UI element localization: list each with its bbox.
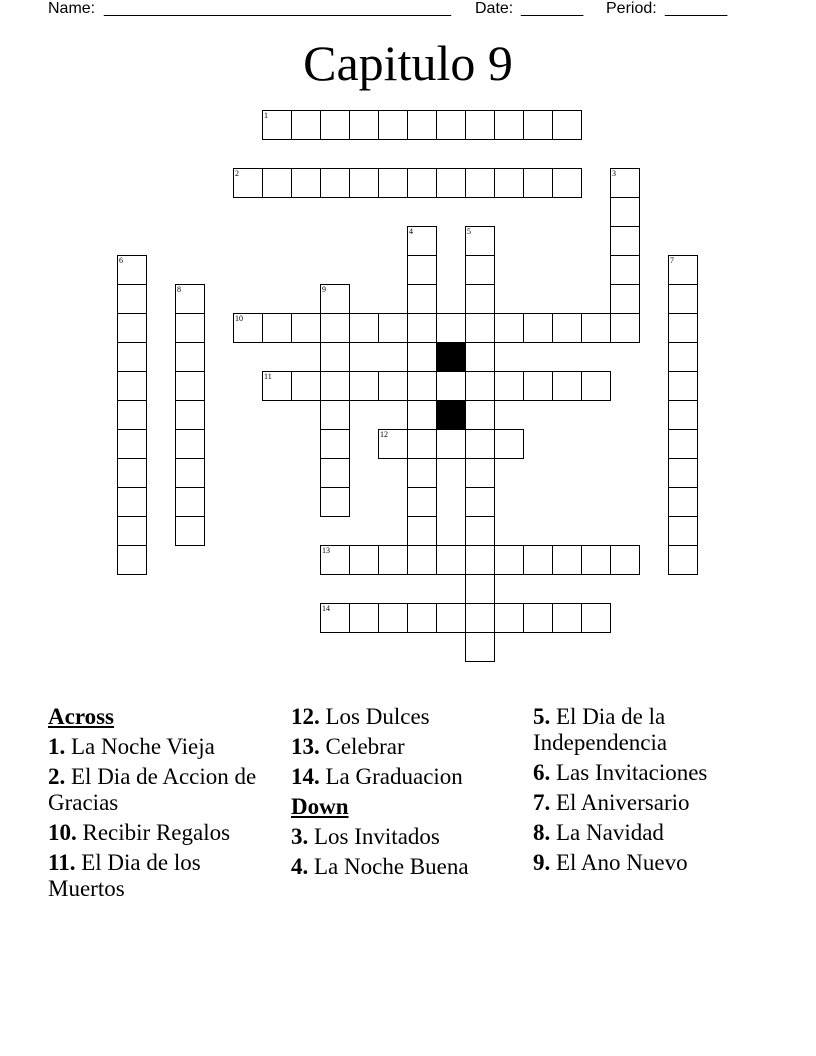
- clue-text: El Dia de la Independencia: [533, 704, 668, 755]
- grid-cell[interactable]: [117, 429, 147, 459]
- grid-cell[interactable]: [465, 545, 495, 575]
- grid-cell[interactable]: [233, 168, 263, 198]
- grid-cell[interactable]: [494, 429, 524, 459]
- grid-cell[interactable]: [610, 313, 640, 343]
- grid-cell[interactable]: [262, 168, 292, 198]
- grid-cell[interactable]: [320, 110, 350, 140]
- grid-cell[interactable]: [349, 371, 379, 401]
- grid-cell[interactable]: [291, 168, 321, 198]
- clue-down-5: [533, 704, 763, 756]
- grid-cell[interactable]: [175, 516, 205, 546]
- clue-text: Recibir Regalos: [82, 820, 231, 845]
- clue-text: La Noche Vieja: [71, 734, 215, 759]
- grid-cell[interactable]: [320, 284, 350, 314]
- grid-cell[interactable]: [552, 313, 582, 343]
- clue-down-6: [533, 760, 763, 786]
- grid-cell[interactable]: [581, 545, 611, 575]
- grid-cell[interactable]: [436, 313, 466, 343]
- grid-cell[interactable]: [581, 313, 611, 343]
- grid-cell[interactable]: [436, 110, 466, 140]
- clue-number: 13.: [291, 734, 320, 759]
- grid-cell[interactable]: [668, 313, 698, 343]
- grid-cell[interactable]: [378, 313, 408, 343]
- grid-cell[interactable]: [465, 313, 495, 343]
- grid-cell[interactable]: [668, 342, 698, 372]
- grid-cell[interactable]: [523, 545, 553, 575]
- cell-number: 13: [322, 546, 330, 555]
- grid-cell[interactable]: [407, 313, 437, 343]
- grid-cell[interactable]: [465, 284, 495, 314]
- grid-cell[interactable]: [610, 255, 640, 285]
- grid-cell[interactable]: [407, 603, 437, 633]
- name-label: Name:: [48, 0, 96, 17]
- period-label: Period:: [606, 0, 657, 17]
- grid-cell[interactable]: [668, 487, 698, 517]
- grid-cell[interactable]: [320, 342, 350, 372]
- grid-cell[interactable]: [117, 284, 147, 314]
- clue-text: El Dia de los Muertos: [48, 850, 201, 901]
- grid-cell[interactable]: [378, 429, 408, 459]
- grid-cell[interactable]: [610, 197, 640, 227]
- clue-text: Las Invitaciones: [556, 760, 708, 785]
- grid-cell[interactable]: [610, 168, 640, 198]
- grid-cell[interactable]: [494, 371, 524, 401]
- grid-cell[interactable]: [320, 313, 350, 343]
- grid-cell[interactable]: [262, 371, 292, 401]
- grid-cell[interactable]: [610, 545, 640, 575]
- clue-text: Celebrar: [325, 734, 405, 759]
- clue-number: 12.: [291, 704, 320, 729]
- grid-cell[interactable]: [552, 603, 582, 633]
- grid-cell[interactable]: [407, 371, 437, 401]
- grid-cell[interactable]: [262, 110, 292, 140]
- grid-cell[interactable]: [494, 313, 524, 343]
- grid-cell[interactable]: [262, 313, 292, 343]
- grid-cell[interactable]: [668, 284, 698, 314]
- grid-cell[interactable]: [523, 371, 553, 401]
- grid-cell[interactable]: [465, 429, 495, 459]
- clue-number: 9.: [533, 850, 551, 875]
- clue-across-2: [48, 764, 263, 816]
- clue-number: 14.: [291, 764, 320, 789]
- clue-text: El Dia de Accion de Gracias: [48, 764, 257, 815]
- grid-cell[interactable]: [349, 603, 379, 633]
- grid-cell[interactable]: [436, 545, 466, 575]
- grid-cell[interactable]: [407, 458, 437, 488]
- clue-text: Los Invitados: [314, 824, 440, 849]
- grid-cell[interactable]: [465, 168, 495, 198]
- grid-cell[interactable]: [320, 487, 350, 517]
- grid-cell[interactable]: [494, 545, 524, 575]
- clue-number: 10.: [48, 820, 77, 845]
- cell-number: 5: [467, 227, 471, 236]
- date-blank[interactable]: _______: [521, 0, 584, 17]
- grid-cell[interactable]: [523, 168, 553, 198]
- black-square: [436, 342, 466, 372]
- cell-number: 1: [264, 111, 268, 120]
- cell-number: 12: [380, 430, 388, 439]
- grid-cell[interactable]: [175, 487, 205, 517]
- clue-text: La Noche Buena: [314, 854, 469, 879]
- grid-cell[interactable]: [668, 429, 698, 459]
- grid-cell[interactable]: [407, 226, 437, 256]
- grid-cell[interactable]: [552, 545, 582, 575]
- grid-cell[interactable]: [465, 226, 495, 256]
- grid-cell[interactable]: [610, 284, 640, 314]
- grid-cell[interactable]: [175, 342, 205, 372]
- clue-across-14: [291, 764, 511, 790]
- clue-down-9: [533, 850, 763, 876]
- cell-number: 7: [670, 256, 674, 265]
- grid-cell[interactable]: [378, 545, 408, 575]
- grid-cell[interactable]: [465, 400, 495, 430]
- grid-cell[interactable]: [494, 168, 524, 198]
- clues-column-2: [291, 704, 511, 884]
- grid-cell[interactable]: [175, 284, 205, 314]
- grid-cell[interactable]: [175, 371, 205, 401]
- grid-cell[interactable]: [668, 545, 698, 575]
- down-heading: Down: [291, 794, 349, 819]
- date-label: Date:: [475, 0, 514, 17]
- grid-cell[interactable]: [175, 313, 205, 343]
- grid-cell[interactable]: [407, 168, 437, 198]
- grid-cell[interactable]: [117, 545, 147, 575]
- clue-text: Los Dulces: [325, 704, 430, 729]
- grid-cell[interactable]: [494, 603, 524, 633]
- cell-number: 8: [177, 285, 181, 294]
- clue-number: 6.: [533, 760, 551, 785]
- clue-down-3: [291, 824, 511, 850]
- grid-cell[interactable]: [465, 110, 495, 140]
- grid-cell[interactable]: [117, 400, 147, 430]
- cell-number: 9: [322, 285, 326, 294]
- cell-number: 14: [322, 604, 330, 613]
- clue-text: El Aniversario: [556, 790, 690, 815]
- grid-cell[interactable]: [465, 458, 495, 488]
- page-title: Capitulo 9: [303, 35, 513, 91]
- clue-text: La Graduacion: [325, 764, 463, 789]
- grid-cell[interactable]: [291, 371, 321, 401]
- grid-cell[interactable]: [117, 487, 147, 517]
- grid-cell[interactable]: [407, 429, 437, 459]
- clue-across-10: [48, 820, 263, 846]
- grid-cell[interactable]: [407, 342, 437, 372]
- clue-number: 4.: [291, 854, 309, 879]
- grid-cell[interactable]: [117, 313, 147, 343]
- clue-down-7: [533, 790, 763, 816]
- grid-cell[interactable]: [465, 632, 495, 662]
- clue-number: 8.: [533, 820, 551, 845]
- clue-number: 2.: [48, 764, 66, 789]
- grid-cell[interactable]: [465, 574, 495, 604]
- clue-number: 1.: [48, 734, 66, 759]
- grid-cell[interactable]: [378, 371, 408, 401]
- clue-across-13: [291, 734, 511, 760]
- clue-down-4: [291, 854, 511, 880]
- grid-cell[interactable]: [320, 603, 350, 633]
- clue-number: 5.: [533, 704, 551, 729]
- grid-cell[interactable]: [117, 255, 147, 285]
- grid-cell[interactable]: [465, 371, 495, 401]
- grid-cell[interactable]: [407, 400, 437, 430]
- grid-cell[interactable]: [349, 168, 379, 198]
- cell-number: 2: [235, 169, 239, 178]
- clue-across-1: [48, 734, 263, 760]
- clues-column-1: [48, 704, 263, 906]
- clue-across-11: [48, 850, 263, 902]
- grid-cell[interactable]: [581, 603, 611, 633]
- grid-cell[interactable]: [320, 168, 350, 198]
- grid-cell[interactable]: [465, 516, 495, 546]
- grid-cell[interactable]: [407, 516, 437, 546]
- grid-cell[interactable]: [320, 371, 350, 401]
- grid-cell[interactable]: [378, 168, 408, 198]
- grid-cell[interactable]: [349, 110, 379, 140]
- grid-cell[interactable]: [320, 429, 350, 459]
- grid-cell[interactable]: [436, 371, 466, 401]
- grid-cell[interactable]: [117, 342, 147, 372]
- grid-cell[interactable]: [436, 603, 466, 633]
- cell-number: 11: [264, 372, 272, 381]
- grid-cell[interactable]: [436, 429, 466, 459]
- grid-cell[interactable]: [552, 110, 582, 140]
- cell-number: 4: [409, 227, 413, 236]
- across-heading: Across: [48, 704, 115, 729]
- grid-cell[interactable]: [175, 400, 205, 430]
- grid-cell[interactable]: [349, 313, 379, 343]
- grid-cell[interactable]: [407, 255, 437, 285]
- grid-cell[interactable]: [349, 545, 379, 575]
- grid-cell[interactable]: [581, 371, 611, 401]
- grid-cell[interactable]: [407, 545, 437, 575]
- grid-cell[interactable]: [407, 110, 437, 140]
- grid-cell[interactable]: [233, 313, 263, 343]
- grid-cell[interactable]: [291, 110, 321, 140]
- grid-cell[interactable]: [378, 603, 408, 633]
- clue-number: 7.: [533, 790, 551, 815]
- grid-cell[interactable]: [552, 371, 582, 401]
- grid-cell[interactable]: [668, 458, 698, 488]
- grid-cell[interactable]: [523, 603, 553, 633]
- grid-cell[interactable]: [117, 458, 147, 488]
- grid-cell[interactable]: [407, 487, 437, 517]
- grid-cell[interactable]: [175, 458, 205, 488]
- grid-cell[interactable]: [668, 400, 698, 430]
- clue-number: 3.: [291, 824, 309, 849]
- grid-cell[interactable]: [320, 458, 350, 488]
- grid-cell[interactable]: [465, 255, 495, 285]
- grid-cell[interactable]: [320, 400, 350, 430]
- name-blank[interactable]: _______________________________________: [104, 0, 452, 17]
- grid-cell[interactable]: [436, 168, 466, 198]
- grid-cell[interactable]: [407, 284, 437, 314]
- clue-number: 11.: [48, 850, 76, 875]
- grid-cell[interactable]: [523, 110, 553, 140]
- grid-cell[interactable]: [610, 226, 640, 256]
- cell-number: 3: [612, 169, 616, 178]
- grid-cell[interactable]: [378, 110, 408, 140]
- grid-cell[interactable]: [552, 168, 582, 198]
- grid-cell[interactable]: [175, 429, 205, 459]
- clue-down-8: [533, 820, 763, 846]
- grid-cell[interactable]: [465, 342, 495, 372]
- clue-text: La Navidad: [556, 820, 664, 845]
- clue-text: El Ano Nuevo: [556, 850, 688, 875]
- grid-cell[interactable]: [668, 371, 698, 401]
- grid-cell[interactable]: [320, 545, 350, 575]
- grid-cell[interactable]: [523, 313, 553, 343]
- grid-cell[interactable]: [668, 516, 698, 546]
- clues-column-3: [533, 704, 763, 880]
- grid-cell[interactable]: [291, 313, 321, 343]
- grid-cell[interactable]: [465, 603, 495, 633]
- grid-cell[interactable]: [465, 487, 495, 517]
- grid-cell[interactable]: [117, 371, 147, 401]
- black-square: [436, 400, 466, 430]
- cell-number: 10: [235, 314, 243, 323]
- grid-cell[interactable]: [494, 110, 524, 140]
- cell-number: 6: [119, 256, 123, 265]
- grid-cell[interactable]: [668, 255, 698, 285]
- clue-across-12: [291, 704, 511, 730]
- period-blank[interactable]: _______: [665, 0, 728, 17]
- grid-cell[interactable]: [117, 516, 147, 546]
